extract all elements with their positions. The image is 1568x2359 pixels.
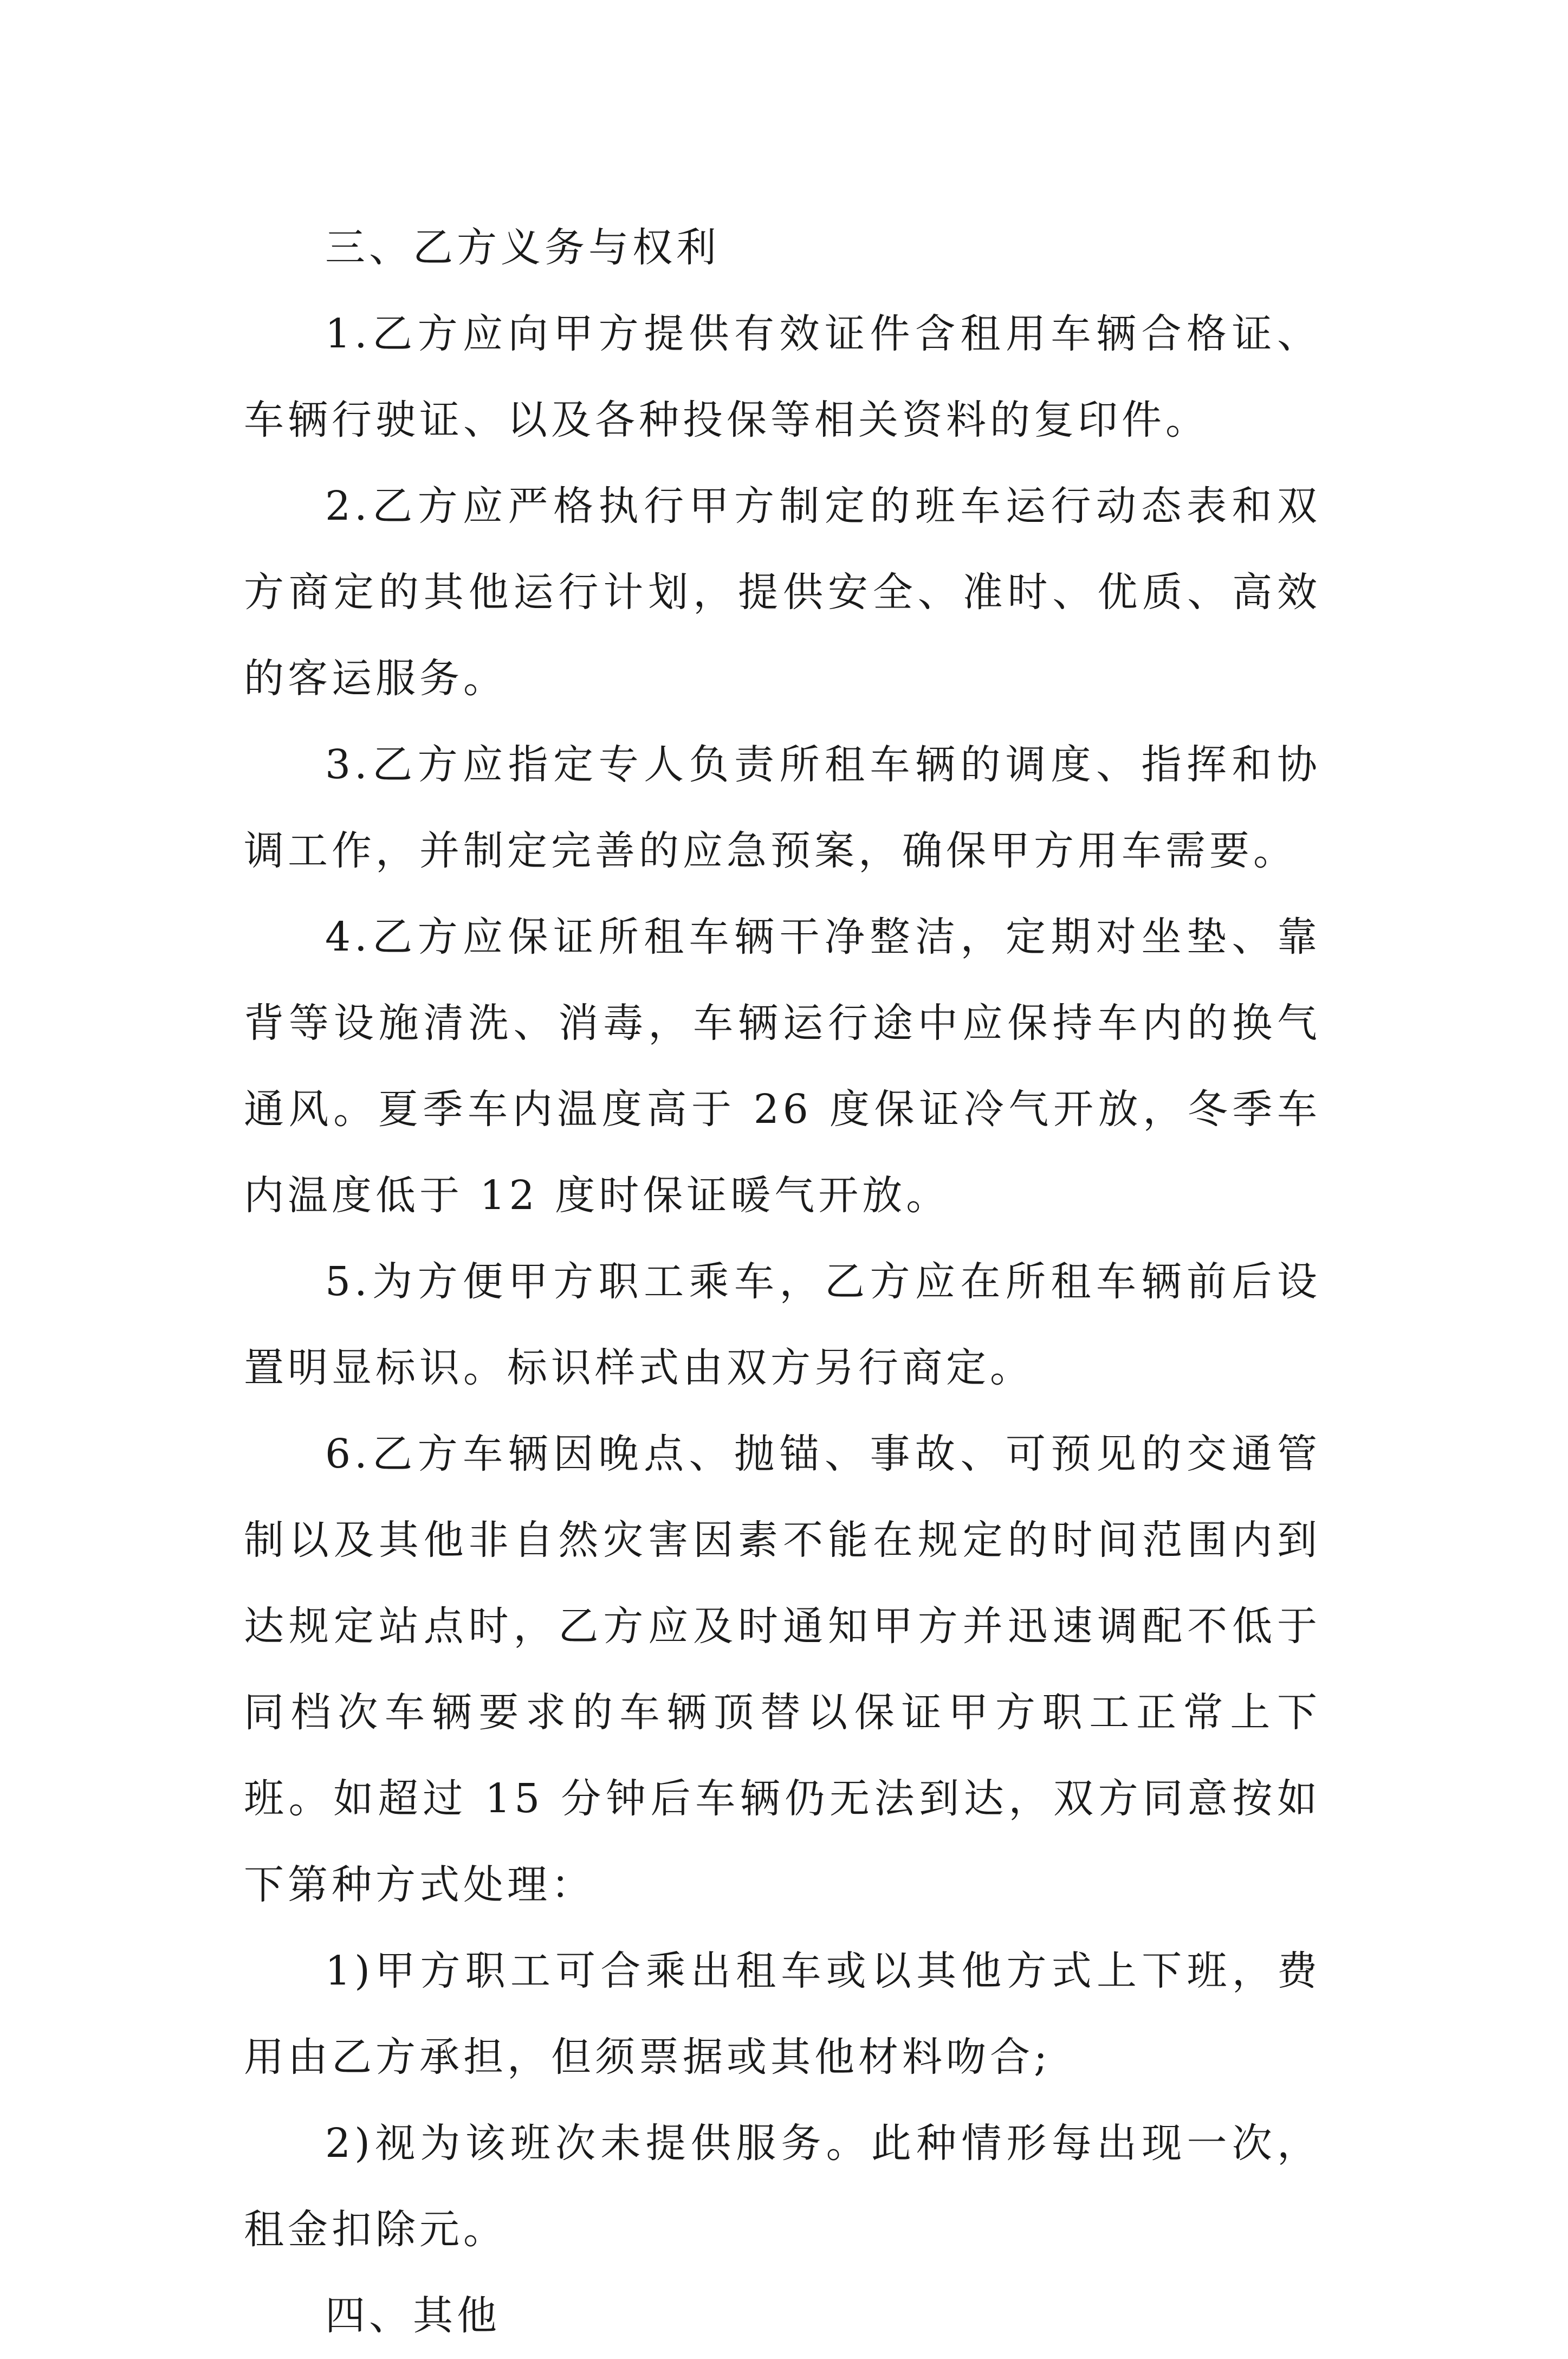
clause-4: 4.乙方应保证所租车辆干净整洁，定期对坐垫、靠背等设施清洗、消毒，车辆运行途中应保持车内的换气通风。夏季车内温度高于 26 度保证冷气开放，冬季车内温度低于 12 度时保证暖气开放。 (244, 914, 1321, 1219)
clause-1: 1.乙方应向甲方提供有效证件含租用车辆合格证、车辆行驶证、以及各种投保等相关资料的复印件。 (244, 311, 1321, 443)
clause-3: 3.乙方应指定专人负责所租车辆的调度、指挥和协调工作，并制定完善的应急预案，确保甲方用车需要。 (244, 741, 1321, 874)
clause-2: 2.乙方应严格执行甲方制定的班车运行动态表和双方商定的其他运行计划，提供安全、准时、优质、高效的客运服务。 (244, 483, 1321, 702)
document-body (244, 205, 1321, 2359)
clause-5: 5.为方便甲方职工乘车，乙方应在所租车辆前后设置明显标识。标识样式由双方另行商定。 (244, 1258, 1321, 1391)
clause-6-option-1: 1)甲方职工可合乘出租车或以其他方式上下班，费用由乙方承担，但须票据或其他材料吻合; (244, 1948, 1321, 2080)
section-heading-obligations: 三、乙方义务与权利 (325, 224, 720, 271)
clause-6-option-2: 2)视为该班次未提供服务。此种情形每出现一次，租金扣除元。 (244, 2120, 1321, 2253)
clause-6: 6.乙方车辆因晚点、抛锚、事故、可预见的交通管制以及其他非自然灾害因素不能在规定的时间范围内到达规定站点时，乙方应及时通知甲方并迅速调配不低于同档次车辆要求的车辆顶替以保证甲方职工正常上下班。如超过 15 分钟后车辆仍无法到达，双方同意按如下第种方式处理： (244, 1431, 1321, 1908)
section-heading-other: 四、其他 (325, 2292, 501, 2339)
